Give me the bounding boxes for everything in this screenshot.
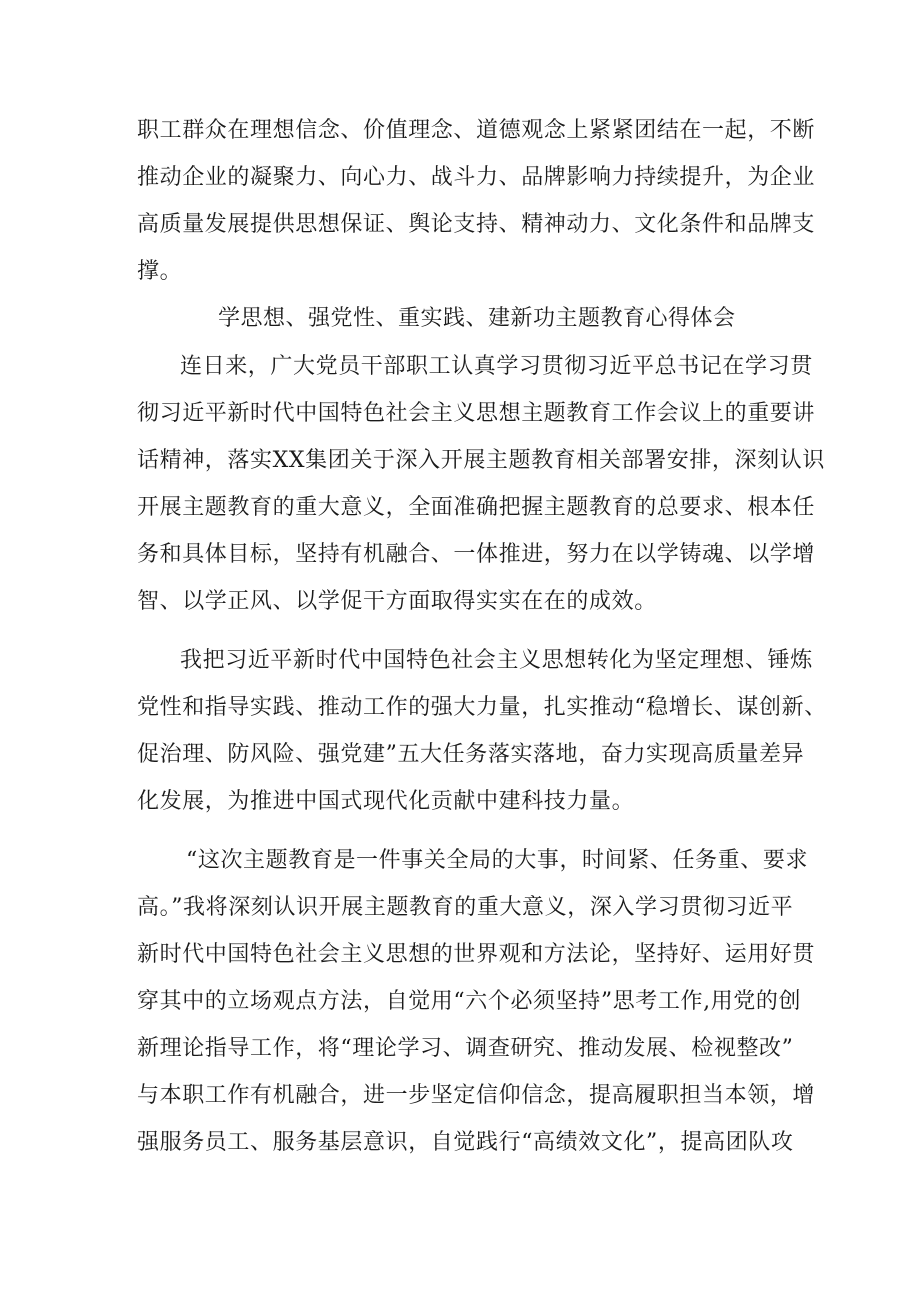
intro-line-2: 推动企业的凝聚力、向心力、战斗力、品牌影响力持续提升，为企业 [137,165,816,190]
paragraph3-line-4: 穿其中的立场观点方法，自觉用“六个必须坚持”思考工作,用党的创 [137,989,802,1014]
paragraph2-line-1: 我把习近平新时代中国特色社会主义思想转化为坚定理想、锤炼 [180,648,813,673]
intro-line-4: 撑。 [137,259,183,284]
paragraph3-line-2: 高。”我将深刻认识开展主题教育的重大意义，深入学习贯彻习近平 [137,895,794,920]
paragraph3-line-5: 新理论指导工作，将“理论学习、调查研究、推动发展、检视整改” [137,1036,794,1061]
document-title: 学思想、强党性、重实践、建新功主题教育心得体会 [218,306,736,331]
paragraph2-line-2: 党性和指导实践、推动工作的强大力量，扎实推动“稳增长、谋创新、 [137,695,827,720]
paragraph1-line-1: 连日来，广大党员干部职工认真学习贯彻习近平总书记在学习贯 [180,354,813,379]
paragraph1-line-5: 务和具体目标，坚持有机融合、一体推进，努力在以学铸魂、以学增 [137,542,816,567]
paragraph1-line-4: 开展主题教育的重大意义，全面准确把握主题教育的总要求、根本任 [137,495,816,520]
intro-line-3: 高质量发展提供思想保证、舆论支持、精神动力、文化条件和品牌支 [137,212,816,237]
paragraph1-line-2: 彻习近平新时代中国特色社会主义思想主题教育工作会议上的重要讲 [137,401,816,426]
paragraph3-line-6: 与本职工作有机融合，进一步坚定信仰信念，提高履职担当本领，增 [137,1083,816,1108]
paragraph1-line-3: 话精神，落实XX集团关于深入开展主题教育相关部署安排，深刻认识 [137,448,825,473]
paragraph3-line-3: 新时代中国特色社会主义思想的世界观和方法论，坚持好、运用好贯 [137,942,816,967]
paragraph3-line-7: 强服务员工、服务基层意识，自觉践行“高绩效文化”，提高团队攻 [137,1130,794,1155]
paragraph2-line-4: 化发展，为推进中国式现代化贡献中建科技力量。 [137,789,635,814]
paragraph2-line-3: 促治理、防风险、强党建”五大任务落实落地，奋力实现高质量差异 [137,742,805,767]
paragraph3-line-1: “这次主题教育是一件事关全局的大事，时间紧、任务重、要求 [186,848,809,873]
intro-line-1: 职工群众在理想信念、价值理念、道德观念上紧紧团结在一起，不断 [137,118,816,143]
paragraph1-line-6: 智、以学正风、以学促干方面取得实实在在的成效。 [137,589,657,614]
